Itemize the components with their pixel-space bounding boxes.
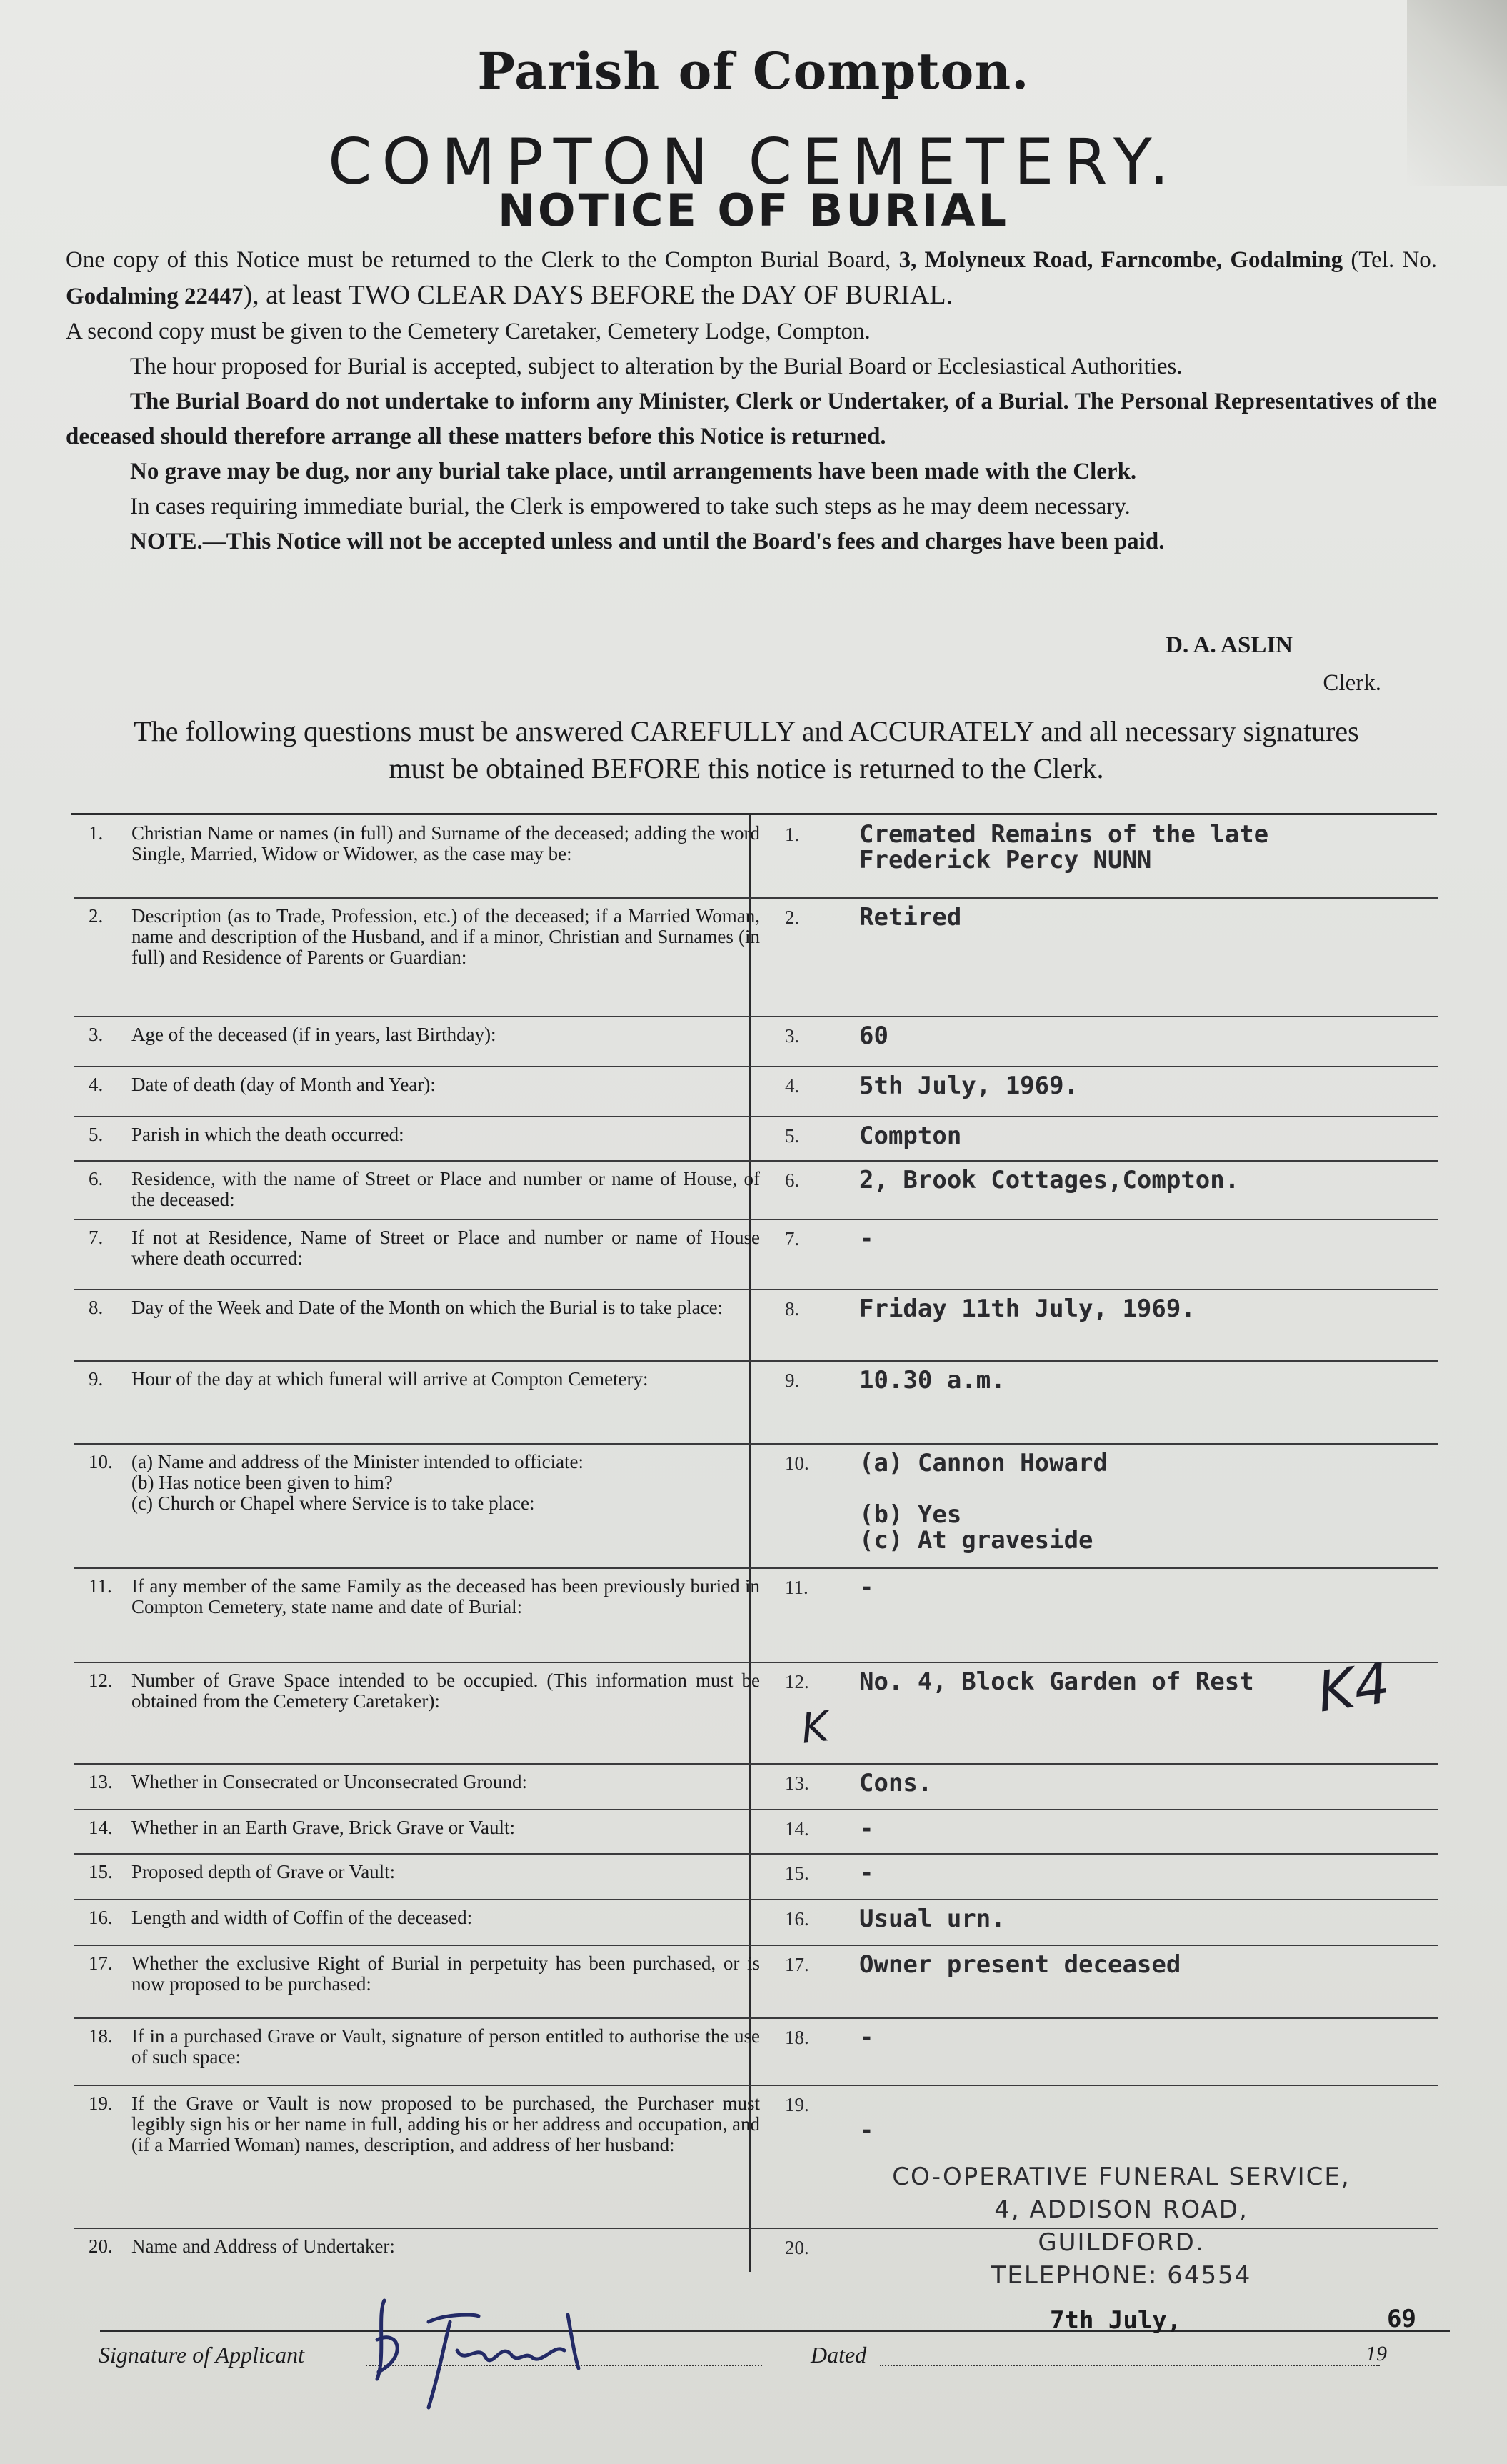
- answer-number: 3.: [785, 1025, 800, 1047]
- question-text: Length and width of Coffin of the deceased:: [131, 1907, 473, 1928]
- intro-para-2: The hour proposed for Burial is accepted, subject to alteration by the Burial Board or Ecclesiastical Authorities.: [130, 354, 1183, 379]
- question-row: [74, 1117, 1438, 1162]
- tel-number: Godalming 22447: [66, 284, 244, 309]
- stamp-line-3: GUILDFORD.: [1038, 2228, 1205, 2257]
- answer-value[interactable]: -: [859, 1224, 874, 1253]
- question-number: 3.: [89, 1024, 104, 1045]
- answer-value[interactable]: -: [859, 1573, 874, 1602]
- question-number: 6.: [89, 1168, 104, 1189]
- answer-number: 9.: [785, 1370, 800, 1391]
- question-text: If the Grave or Vault is now proposed to be purchased, the Purchaser must legibly sign his or her name in full, adding his or her address and occupation, and (if a Married Woman) names, description, and address of her husband:: [131, 2093, 760, 2155]
- handwritten-tick-mark: K: [798, 1702, 831, 1753]
- answer-value[interactable]: 2, Brook Cottages,Compton.: [859, 1166, 1240, 1194]
- question-text: Number of Grave Space intended to be occupied. (This information must be obtained from the Cemetery Caretaker):: [131, 1670, 760, 1712]
- undertaker-stamp: [846, 2160, 1396, 2292]
- question-number: 14.: [89, 1817, 113, 1838]
- answer-value[interactable]: (a) Cannon Howard (b) Yes (c) At graveside: [859, 1449, 1108, 1555]
- question-number: 5.: [89, 1124, 104, 1145]
- question-row: [74, 1162, 1438, 1220]
- answer-number: 7.: [785, 1228, 800, 1250]
- question-row: [74, 1445, 1438, 1569]
- town: Godalming: [1230, 247, 1343, 273]
- question-row: [74, 816, 1438, 899]
- answer-number: 15.: [785, 1862, 809, 1884]
- question-number: 16.: [89, 1907, 113, 1928]
- intro-p4: No grave may be dug, nor any burial take place, until arrangements have been made with the Clerk.: [130, 459, 1137, 484]
- answer-number: 5.: [785, 1125, 800, 1147]
- note-label: NOTE.—: [130, 529, 226, 554]
- answer-value[interactable]: -: [859, 1815, 874, 1843]
- question-number: 18.: [89, 2025, 113, 2047]
- answer-number: 16.: [785, 1908, 809, 1930]
- question-text: (a) Name and address of the Minister intended to officiate: (b) Has notice been given to him? (c) Church or Chapel where Service is to take place:: [131, 1451, 584, 1514]
- cemetery-heading: COMPTON CEMETERY.: [328, 125, 1179, 199]
- answer-value[interactable]: -: [859, 2023, 874, 2052]
- intro-para-4: [66, 454, 1437, 489]
- answer-number: 12.: [785, 1671, 809, 1692]
- question-row: [74, 899, 1438, 1017]
- answer-value[interactable]: Cons.: [859, 1769, 933, 1797]
- question-number: 15.: [89, 1861, 113, 1882]
- answer-number: 10.: [785, 1452, 809, 1474]
- question-text: Whether in Consecrated or Unconsecrated Ground:: [131, 1771, 528, 1792]
- answer-value[interactable]: 60: [859, 1022, 888, 1050]
- question-row: [74, 1855, 1438, 1900]
- question-number: 1.: [89, 822, 104, 844]
- intro-note: [66, 524, 1437, 559]
- question-row: [74, 1569, 1438, 1663]
- answer-value[interactable]: -: [859, 1859, 874, 1887]
- question-row: [74, 1067, 1438, 1117]
- question-number: 17.: [89, 1952, 113, 1974]
- instructions: The following questions must be answered CAREFULLY and ACCURATELY and all necessary signatures must be obtained BEFORE this notice is returned to the Clerk.: [134, 715, 1359, 784]
- intro-p1-a: One copy of this Notice must be returned to the Clerk to the Compton Burial Board,: [66, 247, 891, 273]
- question-row: [74, 1220, 1438, 1290]
- footer-rule: [100, 2330, 1450, 2332]
- question-text: If in a purchased Grave or Vault, signature of person entitled to authorise the use of such space:: [131, 2025, 760, 2068]
- notice-heading: NOTICE OF BURIAL: [498, 184, 1009, 236]
- answer-number: 11.: [785, 1577, 808, 1598]
- question-text: Parish in which the death occurred:: [131, 1124, 404, 1145]
- applicant-signature: [371, 2272, 600, 2415]
- answer-value[interactable]: -: [859, 2116, 874, 2145]
- question-text: Proposed depth of Grave or Vault:: [131, 1861, 396, 1882]
- answer-number: 19.: [785, 2094, 809, 2115]
- question-text: Date of death (day of Month and Year):: [131, 1074, 436, 1095]
- intro-para-3: [66, 384, 1437, 454]
- burial-board-address: 3, Molyneux Road, Farncombe,: [898, 247, 1223, 273]
- question-number: 4.: [89, 1074, 104, 1095]
- question-number: 8.: [89, 1297, 104, 1318]
- question-text: Day of the Week and Date of the Month on which the Burial is to take place:: [131, 1297, 724, 1318]
- table-top-rule: [71, 813, 1437, 815]
- question-number: 20.: [89, 2235, 113, 2257]
- intro-para-5: In cases requiring immediate burial, the Clerk is empowered to take such steps as he may deem necessary.: [130, 494, 1131, 519]
- question-row: [74, 1765, 1438, 1810]
- answer-value[interactable]: Owner present deceased: [859, 1950, 1181, 1979]
- dated-line: [880, 2365, 1380, 2366]
- answer-number: 8.: [785, 1298, 800, 1320]
- intro-para-1: [66, 243, 1437, 349]
- intro-p1-d: ), at least TWO CLEAR DAYS BEFORE the DAY OF BURIAL.: [243, 280, 953, 310]
- question-number: 12.: [89, 1670, 113, 1691]
- question-row: [74, 1810, 1438, 1855]
- answer-value[interactable]: Retired: [859, 903, 962, 932]
- question-text: Age of the deceased (if in years, last Birthday):: [131, 1024, 496, 1045]
- question-row: [74, 1663, 1438, 1765]
- tel-label: (Tel. No.: [1351, 247, 1438, 273]
- stamp-line-1: CO-OPERATIVE FUNERAL SERVICE,: [892, 2163, 1351, 2191]
- intro-p3: The Burial Board do not undertake to inform any Minister, Clerk or Undertaker, of a Burial. The Personal Representatives of the deceased should therefore arrange all these matters before this Notice is returned.: [66, 389, 1437, 449]
- question-text: If any member of the same Family as the deceased has been previously buried in Compton Cemetery, state name and date of Burial:: [131, 1575, 760, 1617]
- answer-number: 4.: [785, 1075, 800, 1097]
- year-typed: 69: [1387, 2305, 1416, 2333]
- clerk-name: D. A. ASLIN: [1166, 632, 1293, 658]
- question-text: Whether the exclusive Right of Burial in perpetuity has been purchased, or is now proposed to be purchased:: [131, 1952, 760, 1995]
- answer-value[interactable]: No. 4, Block Garden of Rest: [859, 1667, 1254, 1696]
- answer-number: 14.: [785, 1818, 809, 1840]
- question-number: 2.: [89, 905, 104, 927]
- dated-value: 7th July,: [1050, 2306, 1182, 2335]
- answer-value[interactable]: Compton: [859, 1122, 962, 1150]
- answer-number: 1.: [785, 824, 800, 845]
- answer-value[interactable]: Cremated Remains of the late Frederick Percy NUNN: [859, 820, 1269, 874]
- question-text: Christian Name or names (in full) and Surname of the deceased; adding the word Single, Married, Widow or Widower, as the case may be:: [131, 822, 760, 864]
- answer-value[interactable]: 10.30 a.m.: [859, 1366, 1006, 1395]
- intro-text: [66, 243, 1437, 559]
- question-row: [74, 1946, 1438, 2019]
- stamp-line-2: 4, ADDISON ROAD,: [994, 2195, 1248, 2224]
- note-text: This Notice will not be accepted unless and until the Board's fees and charges have been paid.: [226, 529, 1165, 554]
- question-row: [74, 1362, 1438, 1445]
- question-text: Hour of the day at which funeral will arrive at Compton Cemetery:: [131, 1368, 649, 1390]
- intro-p1-e: A second copy must be given to the Cemetery Caretaker, Cemetery Lodge, Compton.: [66, 319, 871, 344]
- year-prefix: 19: [1366, 2342, 1387, 2365]
- question-number: 19.: [89, 2093, 113, 2114]
- dated-label: Dated: [811, 2342, 867, 2368]
- question-number: 9.: [89, 1368, 104, 1390]
- signature-label: Signature of Applicant: [99, 2342, 304, 2368]
- answer-number: 13.: [785, 1772, 809, 1794]
- question-number: 10.: [89, 1451, 113, 1472]
- question-row: [74, 2019, 1438, 2086]
- answer-value[interactable]: Usual urn.: [859, 1905, 1006, 1933]
- answer-value[interactable]: 5th July, 1969.: [859, 1072, 1079, 1100]
- parish-heading: Parish of Compton.: [477, 41, 1030, 101]
- answer-number: 17.: [785, 1954, 809, 1975]
- answer-number: 6.: [785, 1169, 800, 1191]
- question-number: 13.: [89, 1771, 113, 1792]
- answer-value[interactable]: Friday 11th July, 1969.: [859, 1295, 1196, 1323]
- question-row: [74, 1290, 1438, 1362]
- question-text: Name and Address of Undertaker:: [131, 2235, 395, 2257]
- question-row: [74, 1900, 1438, 1946]
- handwritten-grave-code: K4: [1313, 1651, 1394, 1725]
- question-row: [74, 1017, 1438, 1067]
- question-number: 7.: [89, 1227, 104, 1248]
- stamp-line-4: TELEPHONE: 64554: [991, 2261, 1252, 2290]
- answer-number: 20.: [785, 2237, 809, 2258]
- question-number: 11.: [89, 1575, 112, 1597]
- question-text: Whether in an Earth Grave, Brick Grave or Vault:: [131, 1817, 516, 1838]
- question-text: Residence, with the name of Street or Place and number or name of House, of the deceased:: [131, 1168, 760, 1210]
- question-text: Description (as to Trade, Profession, etc.) of the deceased; if a Married Woman, name and description of the Husband, and if a minor, Christian and Surnames (in full) and Residence of Parents or Guardian:: [131, 905, 760, 968]
- answer-number: 18.: [785, 2027, 809, 2048]
- clerk-title: Clerk.: [1323, 670, 1381, 696]
- answer-number: 2.: [785, 907, 800, 928]
- question-text: If not at Residence, Name of Street or Place and number or name of House where death occurred:: [131, 1227, 760, 1269]
